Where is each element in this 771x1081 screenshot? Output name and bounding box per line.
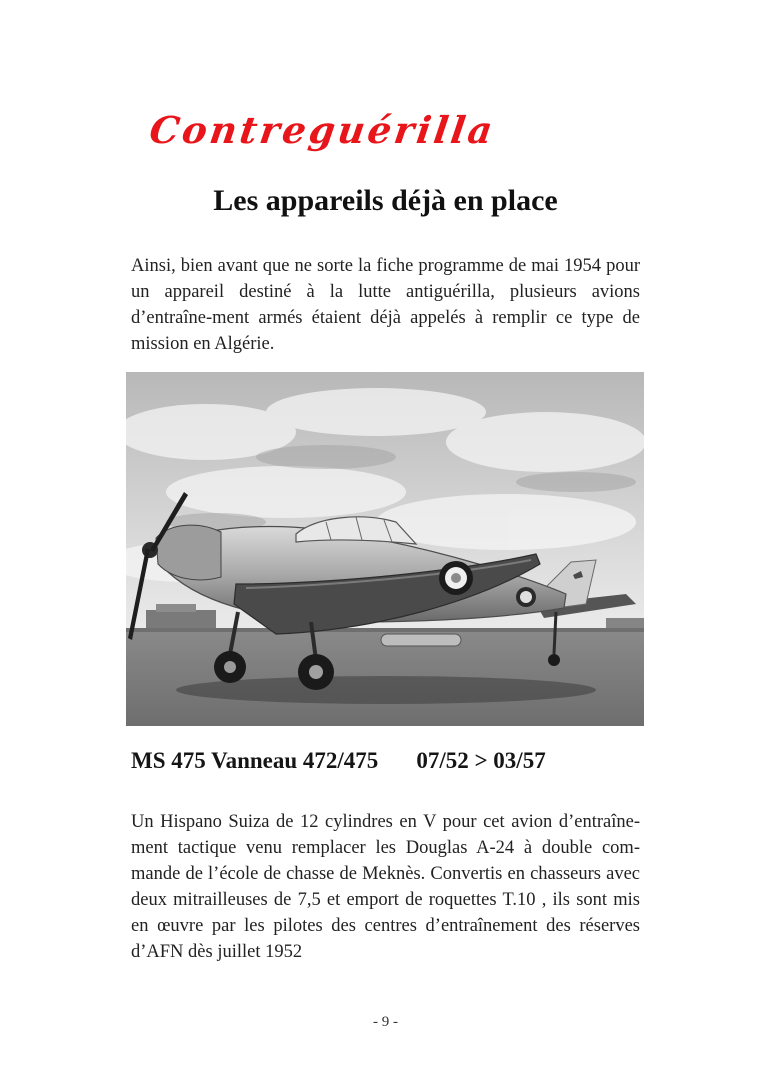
series-title: Contreguérilla xyxy=(146,108,499,152)
page-number: - 9 - xyxy=(373,1014,398,1030)
aircraft-photo-illustration xyxy=(126,372,644,726)
caption-dates: 07/52 > 03/57 xyxy=(416,748,546,773)
aircraft-photo xyxy=(126,372,644,726)
body-paragraph: Un Hispano Suiza de 12 cylindres en V pour cet avion d’entraîne-ment tactique venu remplacer les Douglas A-24 à double com-mande de l’école de chasse de Meknès. Convertis en chasseurs avec deux mitrailleuses de 7,5 et emport de roquettes T.10 , ils sont mis en œuvre par les pilotes des centres d’entraînement des réserves d’AFN dès juillet 1952 xyxy=(131,812,640,962)
page-heading: Les appareils déjà en place xyxy=(213,184,558,217)
intro-paragraph: Ainsi, bien avant que ne sorte la fiche programme de mai 1954 pour un appareil destiné à la lutte antiguérilla, plusieurs avions d’entraîne-ment armés étaient déjà appelés à remplir ce type de mission en Algérie. xyxy=(131,256,640,354)
figure-caption xyxy=(131,748,651,774)
caption-model: MS 475 Vanneau 472/475 xyxy=(131,748,379,773)
